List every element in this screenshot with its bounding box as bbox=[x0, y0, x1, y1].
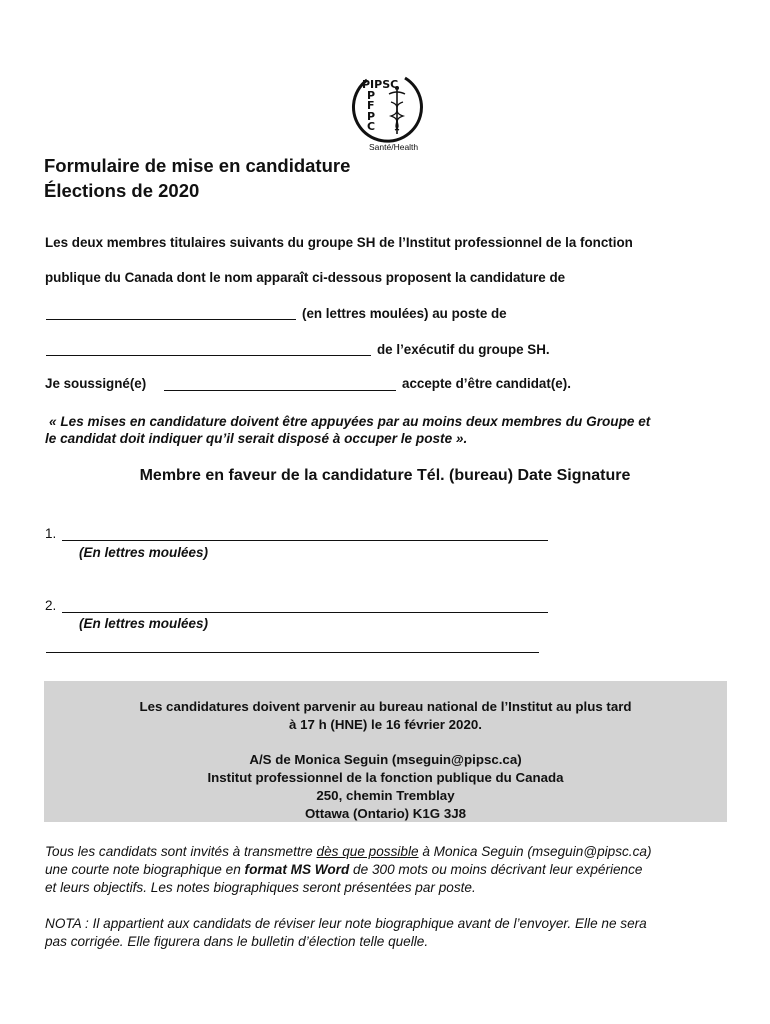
bio-note-emphasis: format MS Word bbox=[244, 862, 350, 877]
pipsc-health-logo bbox=[345, 68, 425, 156]
member-number: 2. bbox=[45, 598, 57, 613]
bio-note-line bbox=[45, 843, 651, 861]
bio-note-text: Tous les candidats sont invités à transmettre bbox=[45, 844, 317, 859]
quote-line: « Les mises en candidature doivent être appuyées par au moins deux membres du Groupe et bbox=[49, 414, 651, 429]
form-subtitle: Élections de 2020 bbox=[44, 180, 200, 201]
member-number: 1. bbox=[45, 526, 57, 541]
bio-note-emphasis: dès que possible bbox=[316, 844, 419, 859]
bio-note-text: une courte note biographique en bbox=[45, 862, 245, 877]
table-heading: Membre en faveur de la candidature Tél. (bureau) Date Signature bbox=[139, 467, 631, 484]
member-caption: (En lettres moulées) bbox=[79, 616, 209, 631]
member-2-name-field[interactable] bbox=[62, 612, 548, 613]
signatory-label: Je soussigné(e) bbox=[45, 376, 147, 391]
logo-text-line: PIPSC bbox=[362, 78, 399, 91]
nota-line: pas corrigée. Elle figurera dans le bulletin d’élection telle quelle. bbox=[45, 934, 429, 949]
address-line: Institut professionnel de la fonction publique du Canada bbox=[207, 770, 564, 785]
intro-line: de l’exécutif du groupe SH. bbox=[377, 342, 550, 357]
intro-line: (en lettres moulées) au poste de bbox=[302, 306, 507, 321]
member-1-name-field[interactable] bbox=[62, 540, 548, 541]
logo-text-line: C bbox=[367, 120, 376, 133]
form-title: Formulaire de mise en candidature bbox=[44, 155, 351, 176]
logo-text bbox=[362, 80, 398, 133]
candidate-name-blank[interactable] bbox=[46, 319, 296, 320]
address-line: 250, chemin Tremblay bbox=[316, 788, 455, 803]
bio-note-text: de 300 mots ou moins décrivant leur expérience bbox=[349, 862, 643, 877]
deadline-line: Les candidatures doivent parvenir au bureau national de l’Institut au plus tard bbox=[139, 699, 632, 714]
member-caption: (En lettres moulées) bbox=[79, 545, 209, 560]
bio-note-line: et leurs objectifs. Les notes biographiques seront présentées par poste. bbox=[45, 880, 476, 895]
logo-text-line: P bbox=[367, 109, 376, 123]
nota-line: NOTA : Il appartient aux candidats de réviser leur note biographique avant de l’envoyer. Elle ne sera bbox=[45, 916, 647, 931]
deadline-line: à 17 h (HNE) le 16 février 2020. bbox=[289, 717, 482, 732]
intro-line: accepte d’être candidat(e). bbox=[402, 376, 571, 391]
bio-note-text: à Monica Seguin (mseguin@pipsc.ca) bbox=[418, 844, 652, 859]
intro-line: publique du Canada dont le nom apparaît ci-dessous proposent la candidature de bbox=[45, 270, 566, 285]
bio-note-line bbox=[45, 861, 642, 879]
deadline-box bbox=[44, 681, 727, 822]
address-line: Ottawa (Ontario) K1G 3J8 bbox=[304, 806, 467, 821]
contact-line: A/S de Monica Seguin (mseguin@pipsc.ca) bbox=[249, 752, 522, 767]
logo-text-line: F bbox=[367, 99, 375, 112]
quote-line: le candidat doit indiquer qu’il serait disposé à occuper le poste ». bbox=[45, 431, 468, 446]
position-blank[interactable] bbox=[46, 355, 371, 356]
logo-tagline: Santé/Health bbox=[369, 142, 419, 152]
signatory-name-blank[interactable] bbox=[164, 390, 396, 391]
extra-signature-line[interactable] bbox=[46, 652, 539, 653]
logo-text-line: P bbox=[367, 88, 376, 102]
intro-line: Les deux membres titulaires suivants du groupe SH de l’Institut professionnel de la fonction bbox=[45, 235, 633, 250]
